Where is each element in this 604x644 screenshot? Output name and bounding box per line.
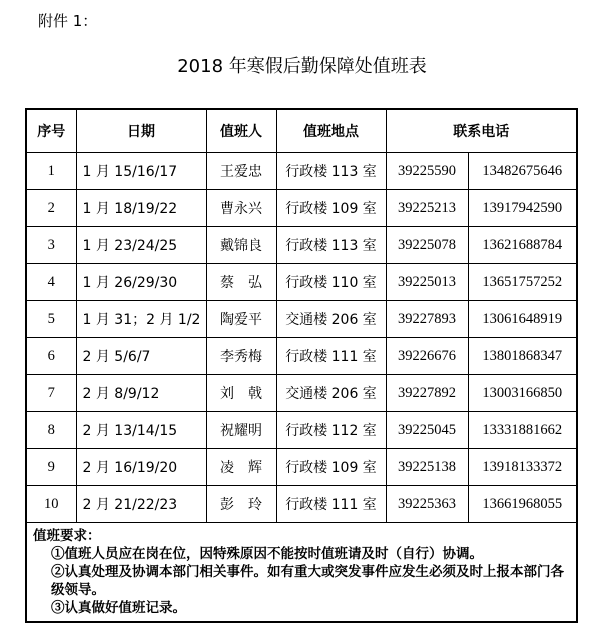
row-number: 8 <box>26 412 76 449</box>
row-person: 蔡 弘 <box>206 264 276 301</box>
row-mobile: 13917942590 <box>468 190 577 227</box>
row-number: 6 <box>26 338 76 375</box>
row-place: 行政楼 112 室 <box>276 412 386 449</box>
row-mobile: 13651757252 <box>468 264 577 301</box>
row-tel: 39225013 <box>386 264 468 301</box>
row-number: 10 <box>26 486 76 523</box>
row-date: 1 月 15/16/17 <box>76 153 206 190</box>
attachment-label: 附件 1： <box>38 12 98 30</box>
row-person: 李秀梅 <box>206 338 276 375</box>
table-row <box>26 190 577 227</box>
row-person: 刘 戟 <box>206 375 276 412</box>
row-place: 行政楼 109 室 <box>276 190 386 227</box>
row-place: 交通楼 206 室 <box>276 301 386 338</box>
row-person: 曹永兴 <box>206 190 276 227</box>
table-row <box>26 486 577 523</box>
row-tel: 39225138 <box>386 449 468 486</box>
row-date: 2 月 13/14/15 <box>76 412 206 449</box>
notes-heading: 值班要求： <box>33 528 101 544</box>
header-person: 值班人 <box>206 109 276 153</box>
row-date: 1 月 26/29/30 <box>76 264 206 301</box>
row-mobile: 13801868347 <box>468 338 577 375</box>
row-mobile: 13918133372 <box>468 449 577 486</box>
row-mobile: 13661968055 <box>468 486 577 523</box>
row-person: 戴锦良 <box>206 227 276 264</box>
row-place: 行政楼 109 室 <box>276 449 386 486</box>
row-tel: 39226676 <box>386 338 468 375</box>
row-place: 行政楼 113 室 <box>276 153 386 190</box>
row-tel: 39225213 <box>386 190 468 227</box>
row-tel: 39225078 <box>386 227 468 264</box>
row-person: 陶爱平 <box>206 301 276 338</box>
notes-cell <box>26 523 577 623</box>
row-tel: 39225045 <box>386 412 468 449</box>
notes-row <box>26 523 577 623</box>
row-date: 1 月 23/24/25 <box>76 227 206 264</box>
row-number: 5 <box>26 301 76 338</box>
header-date: 日期 <box>76 109 206 153</box>
document-title: 2018 年寒假后勤保障处值班表 <box>177 56 427 77</box>
note-item-2: ②认真处理及协调本部门相关事件。如有重大或突发事件应发生必须及时上报本部门各级领导。 <box>51 564 564 598</box>
row-number: 1 <box>26 153 76 190</box>
row-tel: 39225363 <box>386 486 468 523</box>
row-mobile: 13331881662 <box>468 412 577 449</box>
row-mobile: 13061648919 <box>468 301 577 338</box>
table-row <box>26 153 577 190</box>
row-number: 2 <box>26 190 76 227</box>
header-place: 值班地点 <box>276 109 386 153</box>
row-date: 2 月 5/6/7 <box>76 338 206 375</box>
row-mobile: 13003166850 <box>468 375 577 412</box>
duty-table <box>25 108 578 623</box>
row-mobile: 13621688784 <box>468 227 577 264</box>
row-date: 2 月 8/9/12 <box>76 375 206 412</box>
row-number: 3 <box>26 227 76 264</box>
row-number: 7 <box>26 375 76 412</box>
table-row <box>26 227 577 264</box>
row-mobile: 13482675646 <box>468 153 577 190</box>
table-row <box>26 338 577 375</box>
row-person: 凌 辉 <box>206 449 276 486</box>
row-place: 交通楼 206 室 <box>276 375 386 412</box>
table-row <box>26 449 577 486</box>
row-person: 彭 玲 <box>206 486 276 523</box>
row-date: 2 月 16/19/20 <box>76 449 206 486</box>
note-item-3: ③认真做好值班记录。 <box>51 600 186 616</box>
table-row <box>26 301 577 338</box>
row-place: 行政楼 110 室 <box>276 264 386 301</box>
row-person: 王爱忠 <box>206 153 276 190</box>
row-date: 2 月 21/22/23 <box>76 486 206 523</box>
row-date: 1 月 31；2 月 1/2 <box>76 301 206 338</box>
table-header-row <box>26 109 577 153</box>
row-date: 1 月 18/19/22 <box>76 190 206 227</box>
row-tel: 39225590 <box>386 153 468 190</box>
row-tel: 39227892 <box>386 375 468 412</box>
row-number: 4 <box>26 264 76 301</box>
row-place: 行政楼 113 室 <box>276 227 386 264</box>
table-row <box>26 375 577 412</box>
header-phone: 联系电话 <box>386 109 577 153</box>
note-item-1: ①值班人员应在岗在位，因特殊原因不能按时值班请及时（自行）协调。 <box>51 546 483 562</box>
table-row <box>26 264 577 301</box>
row-person: 祝耀明 <box>206 412 276 449</box>
row-place: 行政楼 111 室 <box>276 486 386 523</box>
row-place: 行政楼 111 室 <box>276 338 386 375</box>
row-tel: 39227893 <box>386 301 468 338</box>
duty-table-wrapper <box>25 108 576 623</box>
row-number: 9 <box>26 449 76 486</box>
header-no: 序号 <box>26 109 76 153</box>
table-row <box>26 412 577 449</box>
